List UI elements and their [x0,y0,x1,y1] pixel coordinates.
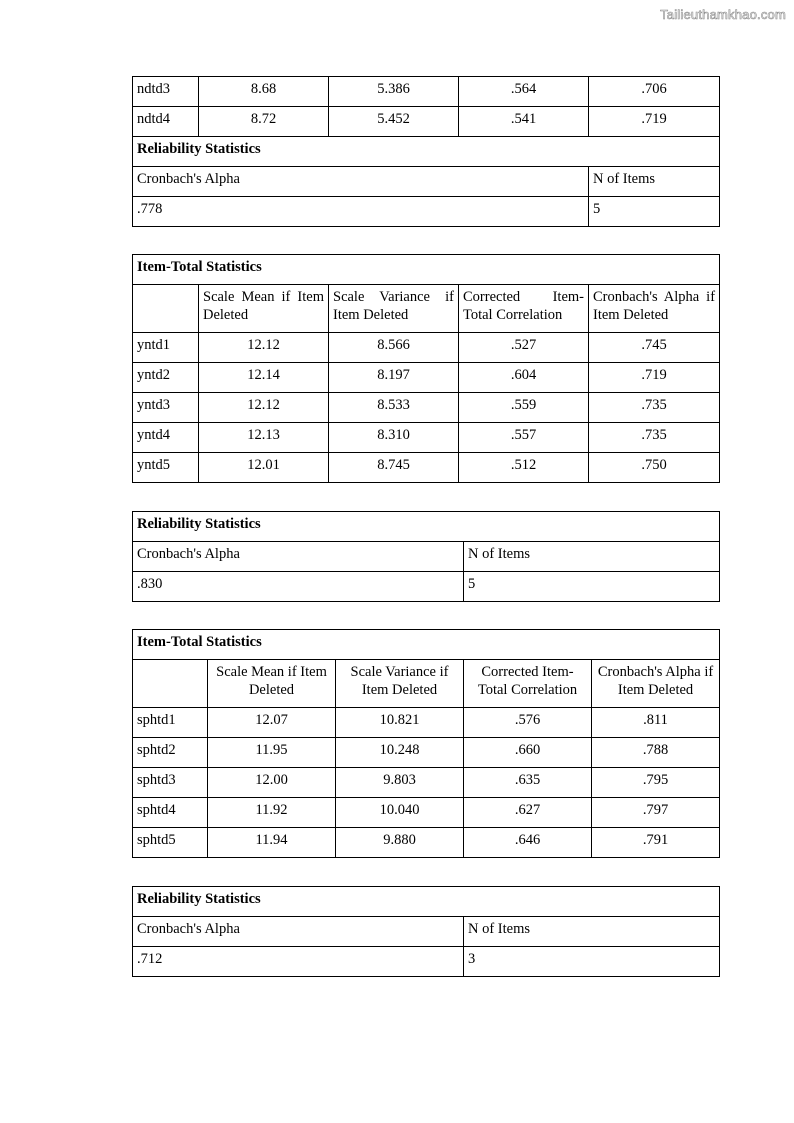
alpha-cell: .750 [589,453,720,483]
table-row [133,453,720,483]
alpha-cell: .795 [592,768,720,798]
alpha-header: Cronbach's Alpha [133,917,464,947]
table-row [133,738,720,768]
watermark: Tailieuthamkhao.com [660,7,786,22]
alpha-cell: .735 [589,423,720,453]
alpha-value: .830 [133,572,464,602]
mean-cell: 12.07 [208,708,336,738]
item-cell: yntd1 [133,333,199,363]
item-total-continuation-table [132,76,720,227]
n-items-value: 5 [589,197,720,227]
mean-cell: 12.01 [199,453,329,483]
table-row [133,768,720,798]
correlation-cell: .604 [459,363,589,393]
reliability-value-row [133,947,720,977]
alpha-header: Cronbach's Alpha [133,542,464,572]
n-items-header: N of Items [589,167,720,197]
variance-cell: 8.533 [329,393,459,423]
alpha-cell: .719 [589,107,720,137]
variance-cell: 10.040 [336,798,464,828]
table-title-row [133,630,720,660]
variance-cell: 8.310 [329,423,459,453]
alpha-cell: .788 [592,738,720,768]
mean-header: Scale Mean if Item Deleted [208,660,336,708]
item-total-statistics-table-2 [132,629,720,858]
variance-cell: 5.452 [329,107,459,137]
variance-cell: 9.880 [336,828,464,858]
item-cell: yntd4 [133,423,199,453]
correlation-cell: .576 [464,708,592,738]
table-row [133,333,720,363]
correlation-cell: .512 [459,453,589,483]
item-cell: sphtd2 [133,738,208,768]
variance-cell: 9.803 [336,768,464,798]
table-row [133,423,720,453]
table-title: Reliability Statistics [133,512,720,542]
header-row [133,660,720,708]
reliability-value-row [133,197,720,227]
table-title: Item-Total Statistics [133,255,720,285]
correlation-header: Corrected Item-Total Correlation [459,285,589,333]
mean-cell: 12.12 [199,333,329,363]
header-row [133,285,720,333]
table-row [133,77,720,107]
alpha-cell: .811 [592,708,720,738]
mean-header: Scale Mean if Item Deleted [199,285,329,333]
alpha-value: .778 [133,197,589,227]
reliability-title-row [133,137,720,167]
mean-cell: 12.14 [199,363,329,393]
correlation-header: Corrected Item-Total Correlation [464,660,592,708]
mean-cell: 12.13 [199,423,329,453]
reliability-title-row [133,887,720,917]
mean-cell: 12.12 [199,393,329,423]
reliability-value-row [133,572,720,602]
item-cell: yntd3 [133,393,199,423]
mean-cell: 8.72 [199,107,329,137]
table-row [133,107,720,137]
item-cell: sphtd4 [133,798,208,828]
n-items-value: 3 [464,947,720,977]
table-row [133,708,720,738]
table-row [133,393,720,423]
item-cell: sphtd1 [133,708,208,738]
correlation-cell: .627 [464,798,592,828]
reliability-statistics-table-2 [132,511,720,602]
alpha-cell: .791 [592,828,720,858]
reliability-header-row [133,917,720,947]
correlation-cell: .564 [459,77,589,107]
variance-header: Scale Variance if Item Deleted [336,660,464,708]
empty-header-cell [133,285,199,333]
variance-cell: 8.566 [329,333,459,363]
variance-cell: 10.248 [336,738,464,768]
reliability-header-row [133,167,720,197]
correlation-cell: .660 [464,738,592,768]
correlation-cell: .646 [464,828,592,858]
mean-cell: 12.00 [208,768,336,798]
n-items-header: N of Items [464,917,720,947]
variance-cell: 8.745 [329,453,459,483]
reliability-statistics-table-3 [132,886,720,977]
table-title-row [133,255,720,285]
alpha-cell: .719 [589,363,720,393]
alpha-value: .712 [133,947,464,977]
empty-header-cell [133,660,208,708]
table-row [133,363,720,393]
mean-cell: 11.95 [208,738,336,768]
correlation-cell: .527 [459,333,589,363]
reliability-title-row [133,512,720,542]
table-title: Reliability Statistics [133,137,720,167]
correlation-cell: .635 [464,768,592,798]
table-title: Reliability Statistics [133,887,720,917]
variance-cell: 10.821 [336,708,464,738]
alpha-header: Cronbach's Alpha if Item Deleted [589,285,720,333]
alpha-cell: .735 [589,393,720,423]
correlation-cell: .541 [459,107,589,137]
alpha-cell: .797 [592,798,720,828]
table-row [133,828,720,858]
alpha-header: Cronbach's Alpha if Item Deleted [592,660,720,708]
mean-cell: 11.94 [208,828,336,858]
reliability-header-row [133,542,720,572]
n-items-value: 5 [464,572,720,602]
item-cell: sphtd3 [133,768,208,798]
n-items-header: N of Items [464,542,720,572]
item-cell: yntd2 [133,363,199,393]
variance-header: Scale Variance if Item Deleted [329,285,459,333]
table-row [133,798,720,828]
item-total-statistics-table-1 [132,254,720,483]
mean-cell: 8.68 [199,77,329,107]
item-cell: ndtd4 [133,107,199,137]
variance-cell: 5.386 [329,77,459,107]
alpha-cell: .745 [589,333,720,363]
alpha-header: Cronbach's Alpha [133,167,589,197]
alpha-cell: .706 [589,77,720,107]
mean-cell: 11.92 [208,798,336,828]
correlation-cell: .557 [459,423,589,453]
variance-cell: 8.197 [329,363,459,393]
item-cell: sphtd5 [133,828,208,858]
correlation-cell: .559 [459,393,589,423]
item-cell: ndtd3 [133,77,199,107]
item-cell: yntd5 [133,453,199,483]
table-title: Item-Total Statistics [133,630,720,660]
